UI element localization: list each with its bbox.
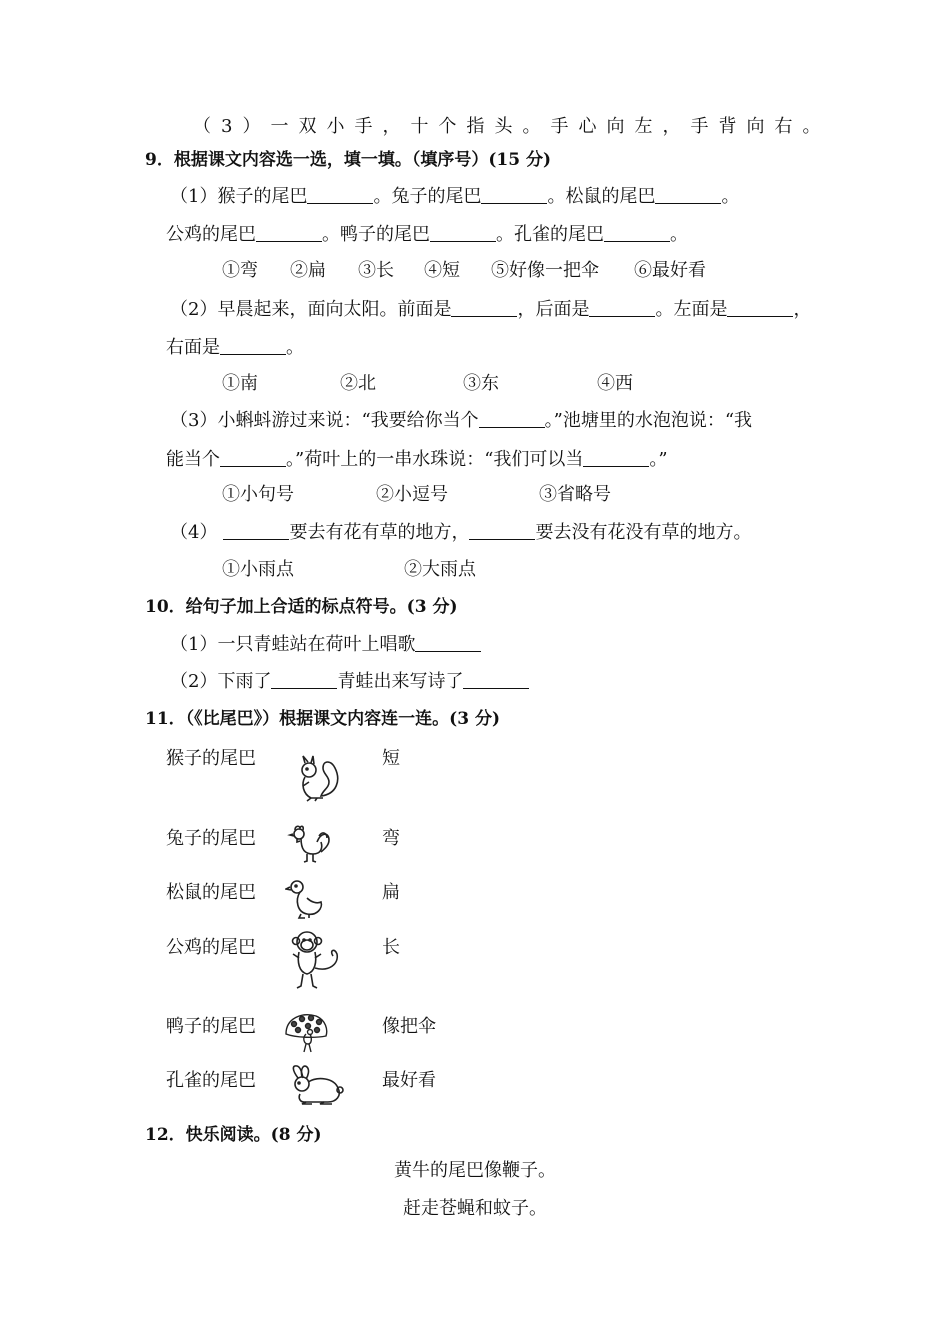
match-left-label: 兔子的尾巴: [166, 828, 256, 849]
match-left-label: 公鸡的尾巴: [166, 937, 256, 958]
answer-blank[interactable]: [271, 670, 337, 689]
match-left-label: 猴子的尾巴: [166, 748, 256, 769]
answer-blank[interactable]: [307, 185, 373, 204]
q10-item-1: （1）一只青蛙站在荷叶上唱歌: [170, 632, 481, 658]
q9-title: 9．根据课文内容选一选，填一填。（填序号）(15 分): [145, 150, 551, 170]
answer-blank[interactable]: [604, 223, 670, 242]
q11-title: 11．（《比尾巴》）根据课文内容连一连。(3 分): [145, 709, 500, 729]
monkey-icon: [289, 928, 349, 992]
answer-blank[interactable]: [469, 521, 535, 540]
match-left-label: 孔雀的尾巴: [166, 1070, 256, 1091]
poem-line: 赶走苍蝇和蚊子。: [403, 1198, 547, 1219]
match-right-label: 弯: [382, 828, 400, 849]
q9-p3-line1: （3）小蝌蚪游过来说：“我要给你当个 。”池塘里的水泡泡说：“我: [170, 410, 753, 431]
answer-blank[interactable]: [655, 185, 721, 204]
match-right-label: 像把伞: [382, 1016, 436, 1037]
answer-blank[interactable]: [220, 448, 286, 467]
match-right-label: 扁: [382, 882, 400, 903]
match-left-label: 松鼠的尾巴: [166, 882, 256, 903]
answer-blank[interactable]: [583, 448, 649, 467]
q10-title: 10．给句子加上合适的标点符号。(3 分): [145, 597, 458, 617]
peacock-icon: [282, 1008, 330, 1054]
answer-blank[interactable]: [430, 223, 496, 242]
q9-p1-line2: 公鸡的尾巴 。鸭子的尾巴 。孔雀的尾巴 。: [166, 224, 688, 245]
answer-blank[interactable]: [451, 298, 517, 317]
q9-p1-line1: （1）猴子的尾巴 。兔子的尾巴 。松鼠的尾巴 。: [170, 186, 740, 207]
match-right-label: 短: [382, 748, 400, 769]
q12-title: 12．快乐阅读。(8 分): [145, 1125, 322, 1145]
q8-item-3: （3）一双小手，十个指头。手心向左，手背向右。: [193, 116, 831, 137]
answer-blank[interactable]: [589, 298, 655, 317]
q9-p1-options: ①弯 ②扁 ③长 ④短 ⑤好像一把伞 ⑥最好看: [222, 260, 706, 281]
q9-p3-options: ①小句号 ②小逗号 ③省略号: [222, 484, 611, 505]
q9-p3-line2: 能当个 。”荷叶上的一串水珠说：“我们可以当 。”: [166, 449, 668, 470]
answer-blank[interactable]: [727, 298, 793, 317]
squirrel-icon: [293, 752, 343, 804]
q9-p4-line: （4） 要去有花有草的地方， 要去没有花没有草的地方。: [170, 522, 752, 543]
answer-blank[interactable]: [481, 185, 547, 204]
q9-p4-options: ①小雨点 ②大雨点: [222, 559, 476, 580]
rabbit-icon: [288, 1064, 344, 1108]
q9-p2-options: ①南 ②北 ③东 ④西: [222, 373, 633, 394]
answer-blank[interactable]: [223, 521, 289, 540]
poem-line: 黄牛的尾巴像鞭子。: [394, 1160, 556, 1181]
q9-p2-line2: 右面是 。: [166, 337, 304, 358]
duck-icon: [285, 878, 325, 920]
answer-blank[interactable]: [463, 670, 529, 689]
q10-item-2: （2）下雨了 青蛙出来写诗了: [170, 669, 529, 695]
answer-blank[interactable]: [415, 633, 481, 652]
answer-blank[interactable]: [256, 223, 322, 242]
answer-blank[interactable]: [479, 409, 545, 428]
match-right-label: 长: [382, 937, 400, 958]
answer-blank[interactable]: [220, 336, 286, 355]
q9-p2-line1: （2）早晨起来，面向太阳。前面是 ，后面是 。左面是 ，: [170, 299, 812, 320]
rooster-icon: [287, 822, 331, 864]
match-right-label: 最好看: [382, 1070, 436, 1091]
match-left-label: 鸭子的尾巴: [166, 1016, 256, 1037]
